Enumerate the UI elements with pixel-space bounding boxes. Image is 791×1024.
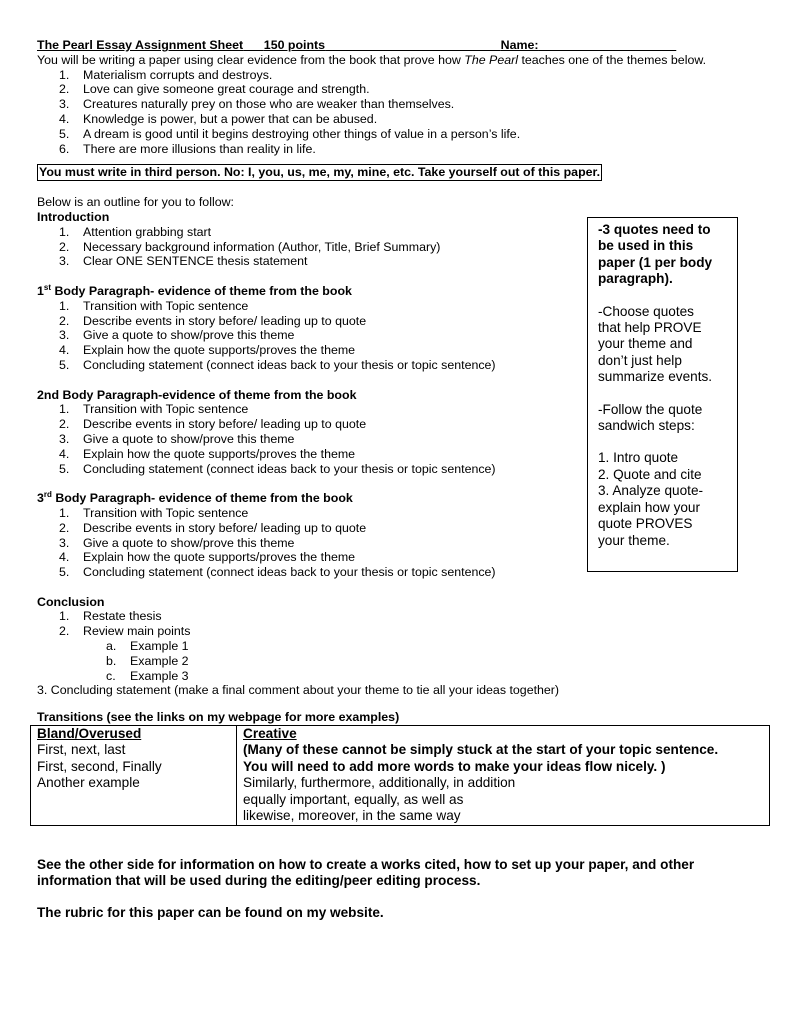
follow-note: -Follow the quote sandwich steps: <box>598 401 703 434</box>
book-title: The Pearl <box>464 52 518 67</box>
list-item: 2. Describe events in story before/ leading up to quote <box>59 520 367 535</box>
third-person-notice: You must write in third person. No: I, you, us, me, my, mine, etc. Take yourself out of this paper. <box>39 165 601 180</box>
list-item: 2. Describe events in story before/ leading up to quote <box>59 313 367 328</box>
transitions-heading: Transitions (see the links on my webpage for more examples) <box>37 710 400 725</box>
creative-header: Creative <box>243 726 297 742</box>
theme-list <box>37 68 772 157</box>
list-item: 1. Transition with Topic sentence <box>59 298 249 313</box>
list-item: 1. Materialism corrupts and destroys. <box>59 67 273 82</box>
outline-intro: Below is an outline for you to follow: <box>37 195 234 210</box>
bland-column <box>31 726 237 825</box>
choose-note: -Choose quotes that help PROVE your theme and don’t just help summarize events. <box>598 303 713 385</box>
list-item: a. Example 1 <box>106 639 189 654</box>
body2-heading: 2nd Body Paragraph-evidence of theme from the book <box>37 387 357 402</box>
table-row <box>31 726 770 825</box>
creative-column <box>237 726 770 825</box>
list-item: 1. Transition with Topic sentence <box>59 505 249 520</box>
conclusion-list <box>37 609 772 683</box>
assignment-title: The Pearl Essay Assignment Sheet <box>37 38 244 52</box>
transitions-table <box>30 725 770 825</box>
sandwich-steps: 1. Intro quote 2. Quote and cite 3. Analyze quote- explain how your quote PROVES your theme. <box>598 450 704 548</box>
creative-note: You will need to add more words to make your ideas flow nicely. ) <box>243 758 666 774</box>
introduction-heading: Introduction <box>37 209 110 224</box>
intro-sentence: You will be writing a paper using clear evidence from the book that prove how The Pearl teaches one of the themes below. <box>37 52 707 67</box>
creative-note: (Many of these cannot be simply stuck at the start of your topic sentence. <box>243 742 719 758</box>
list-item: 6. There are more illusions than reality in life. <box>59 141 316 156</box>
list-item: 3. Give a quote to show/prove this theme <box>59 328 295 343</box>
body1-heading: 1st Body Paragraph- evidence of theme from the book <box>37 282 352 298</box>
list-item: 3. Clear ONE SENTENCE thesis statement <box>59 254 308 269</box>
list-item: Another example <box>37 775 140 791</box>
list-item: 3. Creatures naturally prey on those who are weaker than themselves. <box>59 97 455 112</box>
rubric-note: The rubric for this paper can be found on my website. <box>37 905 384 921</box>
list-item: 1. Restate thesis <box>59 609 162 624</box>
list-item: 2. Necessary background information (Author, Title, Brief Summary) <box>59 239 441 254</box>
quote-tips-box <box>587 217 738 572</box>
conclusion-heading: Conclusion <box>37 594 105 609</box>
assignment-header <box>37 38 772 53</box>
concluding-statement: 3. Concluding statement (make a final comment about your theme to tie all your ideas together) <box>37 683 560 698</box>
list-item: likewise, moreover, in the same way <box>243 808 461 824</box>
list-item: First, second, Finally <box>37 758 162 774</box>
list-item: 4. Explain how the quote supports/proves the theme <box>59 446 356 461</box>
assignment-points: 150 points <box>263 38 326 52</box>
other-side-note: See the other side for information on how to create a works cited, how to set up your paper, and other information that will be used during the editing/peer editing process. <box>37 856 695 888</box>
list-item: 5. Concluding statement (connect ideas back to your thesis or topic sentence) <box>59 461 496 476</box>
list-item: b. Example 2 <box>106 653 189 668</box>
body3-heading: 3rd Body Paragraph- evidence of theme from the book <box>37 489 353 506</box>
list-item: 1. Attention grabbing start <box>59 224 212 239</box>
list-item: 2. Love can give someone great courage and strength. <box>59 82 370 97</box>
list-item: 4. Knowledge is power, but a power that can be abused. <box>59 111 378 126</box>
list-item: 5. Concluding statement (connect ideas back to your thesis or topic sentence) <box>59 357 496 372</box>
list-item: 5. A dream is good until it begins destroying other things of value in a person’s life. <box>59 126 521 141</box>
list-item: c. Example 3 <box>106 668 189 683</box>
list-item: 2. Describe events in story before/ leading up to quote <box>59 417 367 432</box>
list-item: 4. Explain how the quote supports/proves the theme <box>59 550 356 565</box>
list-item: 1. Transition with Topic sentence <box>59 402 249 417</box>
list-item: First, next, last <box>37 742 126 758</box>
list-item: Similarly, furthermore, additionally, in addition <box>243 775 516 791</box>
list-item: 2. Review main points <box>59 624 191 639</box>
list-item: 3. Give a quote to show/prove this theme <box>59 431 295 446</box>
list-item: 5. Concluding statement (connect ideas back to your thesis or topic sentence) <box>59 565 496 580</box>
list-item: 4. Explain how the quote supports/proves the theme <box>59 343 356 358</box>
quotes-note: -3 quotes need to be used in this paper (1 per body paragraph). <box>598 222 713 287</box>
name-label: Name: <box>500 38 539 52</box>
list-item: equally important, equally, as well as <box>243 791 464 807</box>
list-item: 3. Give a quote to show/prove this theme <box>59 535 295 550</box>
bland-header: Bland/Overused <box>37 726 142 742</box>
